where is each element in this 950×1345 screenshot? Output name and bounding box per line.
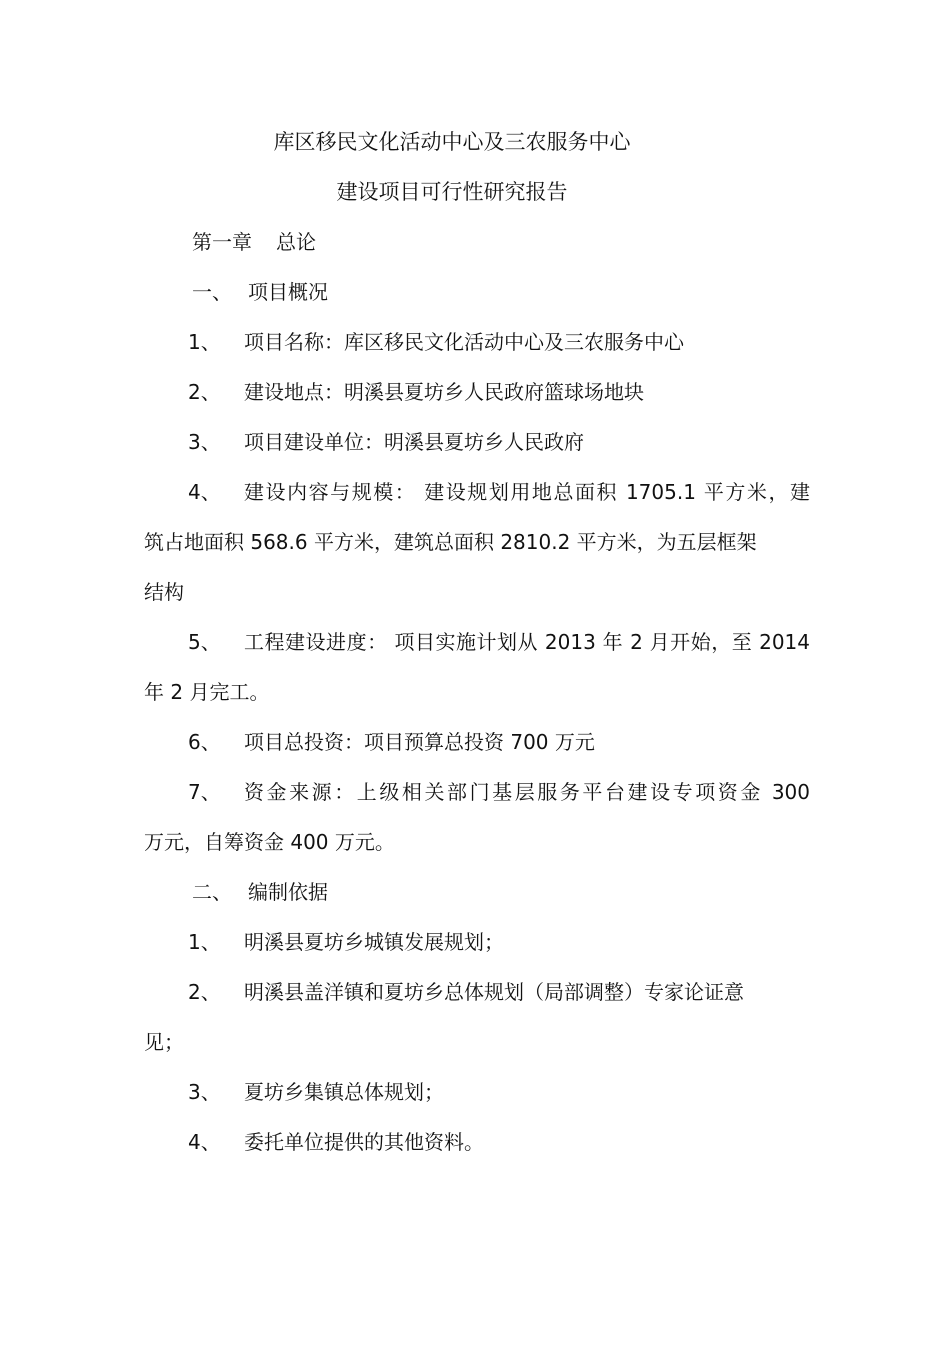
section-title: 编制依据 (248, 880, 328, 904)
list-item (188, 1130, 484, 1154)
list-item-text: 委托单位提供的其他资料。 (244, 1130, 484, 1154)
list-item-number: 2、 (188, 980, 221, 1004)
list-item (188, 630, 810, 654)
list-item-number: 1、 (188, 330, 221, 354)
list-item-number: 3、 (188, 430, 221, 454)
list-item-number: 4、 (188, 480, 221, 504)
section-title: 项目概况 (248, 280, 328, 304)
list-item-number: 2、 (188, 380, 221, 404)
list-item-text: 明溪县盖洋镇和夏坊乡总体规划（局部调整）专家论证意 (244, 980, 744, 1004)
list-item-text: 明溪县夏坊乡城镇发展规划； (244, 930, 504, 954)
list-item-number: 7、 (188, 780, 221, 804)
list-item-text: 资金来源：上级相关部门基层服务平台建设专项资金 300 (244, 780, 810, 804)
section-heading (192, 280, 328, 304)
list-item-number: 3、 (188, 1080, 221, 1104)
list-item-text: 项目总投资：项目预算总投资 700 万元 (244, 730, 595, 754)
list-item-text: 夏坊乡集镇总体规划； (244, 1080, 444, 1104)
document-title-line2: 建设项目可行性研究报告 (336, 180, 568, 204)
list-item-number: 6、 (188, 730, 221, 754)
list-item (188, 380, 644, 404)
list-item (188, 430, 584, 454)
section-heading (192, 880, 328, 904)
list-item-number: 1、 (188, 930, 221, 954)
list-item (188, 1080, 444, 1104)
list-item-text: 建设地点：明溪县夏坊乡人民政府篮球场地块 (244, 380, 644, 404)
document-title-line1: 库区移民文化活动中心及三农服务中心 (273, 130, 631, 154)
chapter-name: 总论 (276, 230, 316, 254)
list-item-text: 项目建设单位：明溪县夏坊乡人民政府 (244, 430, 584, 454)
list-item (188, 780, 810, 804)
chapter-number: 第一章 (192, 230, 252, 254)
list-item-text: 建设内容与规模： 建设规划用地总面积 1705.1 平方米，建 (244, 480, 810, 504)
chapter-heading (192, 230, 316, 254)
section-number: 一、 (192, 280, 232, 304)
list-item (188, 730, 595, 754)
list-item-continuation: 万元，自筹资金 400 万元。 (144, 830, 395, 854)
list-item-number: 5、 (188, 630, 221, 654)
list-item-continuation: 见； (144, 1030, 184, 1054)
list-item-text: 项目名称：库区移民文化活动中心及三农服务中心 (244, 330, 684, 354)
list-item-continuation: 年 2 月完工。 (144, 680, 270, 704)
list-item-continuation: 结构 (144, 580, 184, 604)
list-item (188, 330, 684, 354)
section-number: 二、 (192, 880, 232, 904)
list-item-text: 工程建设进度： 项目实施计划从 2013 年 2 月开始，至 2014 (244, 630, 810, 654)
list-item-number: 4、 (188, 1130, 221, 1154)
list-item (188, 930, 504, 954)
list-item (188, 980, 744, 1004)
list-item-continuation: 筑占地面积 568.6 平方米，建筑总面积 2810.2 平方米，为五层框架 (144, 530, 757, 554)
list-item (188, 480, 810, 504)
